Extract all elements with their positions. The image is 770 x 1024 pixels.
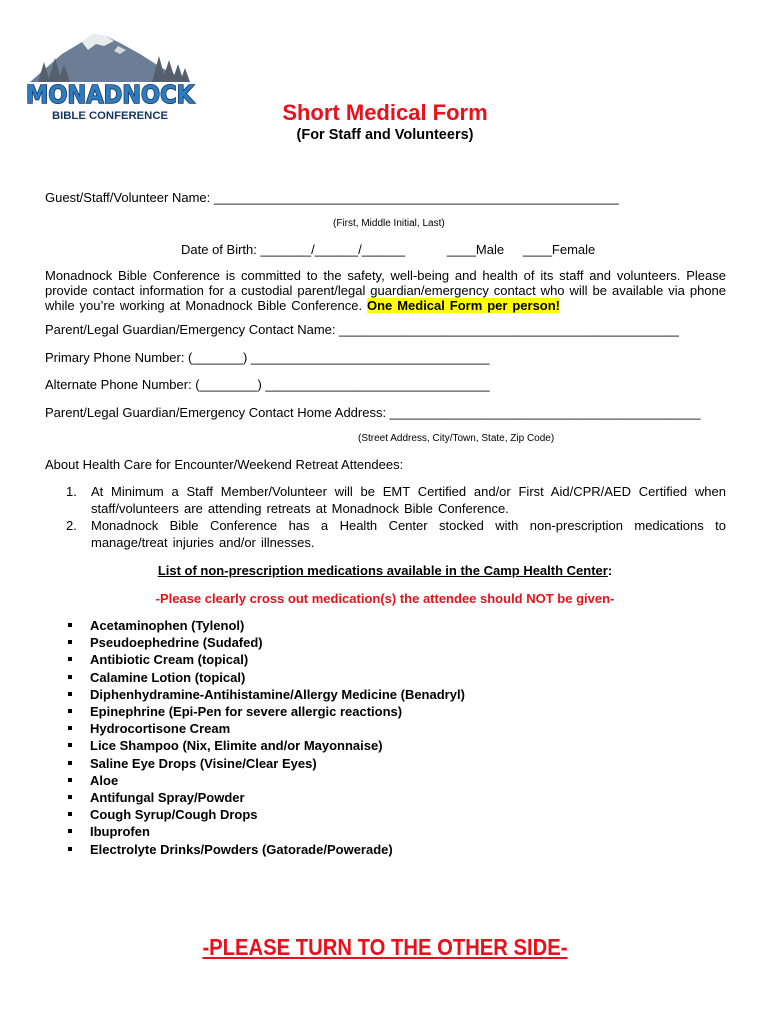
medication-item[interactable] (66, 703, 465, 720)
medication-item[interactable] (66, 634, 465, 651)
alternate-phone-field[interactable]: Alternate Phone Number: (________) _______________________________ (45, 377, 490, 392)
medication-item[interactable] (66, 823, 465, 840)
medication-item[interactable] (66, 772, 465, 789)
medication-list-heading (0, 563, 770, 578)
medication-name: Aloe (90, 772, 119, 788)
medication-name: Saline Eye Drops (Visine/Clear Eyes) (90, 755, 317, 771)
health-care-heading: About Health Care for Encounter/Weekend Retreat Attendees: (45, 457, 404, 472)
health-care-list (45, 484, 726, 552)
medication-name: Pseudoephedrine (Sudafed) (90, 635, 263, 651)
medication-item[interactable] (66, 686, 465, 703)
primary-phone-field[interactable]: Primary Phone Number: (_______) _________________________________ (45, 350, 490, 365)
medication-name: Antibiotic Cream (topical) (90, 652, 249, 668)
cross-out-instruction: -Please clearly cross out medication(s) the attendee should NOT be given- (155, 591, 615, 606)
medication-name: Electrolyte Drinks/Powders (Gatorade/Powerade) (90, 841, 393, 857)
bullet-icon (68, 743, 72, 747)
bullet-icon (68, 847, 72, 851)
date-of-birth-field[interactable]: Date of Birth: _______/______/______ (181, 242, 406, 257)
medication-list (66, 617, 465, 858)
intro-paragraph (45, 268, 726, 313)
medication-name: Acetaminophen (Tylenol) (90, 618, 245, 633)
list-item-text: At Minimum a Staff Member/Volunteer will be EMT Certified and/or First Aid/CPR/AED Certified when staff/volunteers are attending retreats at Monadnock Bible Conference. (91, 484, 726, 516)
medication-item[interactable] (66, 737, 465, 754)
medication-name: Hydrocortisone Cream (90, 721, 231, 737)
bullet-icon (68, 623, 72, 627)
medication-item[interactable] (66, 617, 465, 634)
bullet-icon (68, 692, 72, 696)
list-item (45, 518, 726, 551)
turn-over-notice: -PLEASE TURN TO THE OTHER SIDE- (202, 934, 568, 960)
medication-name: Cough Syrup/Cough Drops (90, 807, 258, 823)
medication-item[interactable] (66, 806, 465, 823)
list-item-number: 2. (66, 518, 77, 533)
bullet-icon (68, 761, 72, 765)
female-checkbox[interactable]: ____Female (523, 242, 596, 257)
bullet-icon (68, 795, 72, 799)
medication-item[interactable] (66, 789, 465, 806)
bullet-icon (68, 829, 72, 833)
bullet-icon (68, 778, 72, 782)
medication-name: Ibuprofen (90, 824, 150, 840)
medication-name: Diphenhydramine-Antihistamine/Allergy Medicine (Benadryl) (90, 686, 465, 702)
list-item-number: 1. (66, 484, 77, 499)
home-address-field[interactable]: Parent/Legal Guardian/Emergency Contact Home Address: ___________________________________________ (45, 405, 701, 420)
list-item-text: Monadnock Bible Conference has a Health Center stocked with non-prescription medications to manage/treat injuries and/or illnesses. (91, 518, 726, 550)
form-title: Short Medical Form (282, 100, 488, 125)
medication-name: Calamine Lotion (topical) (90, 669, 246, 685)
bullet-icon (68, 812, 72, 816)
medication-item[interactable] (66, 841, 465, 858)
form-subtitle: (For Staff and Volunteers) (296, 127, 474, 143)
bullet-icon (68, 726, 72, 730)
medication-list-heading-text: List of non-prescription medications available in the Camp Health Center (157, 563, 608, 578)
one-form-per-person-note: One Medical Form per person! (367, 298, 561, 313)
logo-tagline: BIBLE CONFERENCE (52, 110, 168, 122)
intro-text: Monadnock Bible Conference is committed to the safety, well-being and health of its staff and volunteers. Please provide contact information for a custodial parent/legal guardian/emergency contact who will be available via phone while you’re working at Monadnock Bible Conference. (45, 268, 726, 313)
bullet-icon (68, 675, 72, 679)
name-field[interactable]: Guest/Staff/Volunteer Name: ________________________________________________________ (45, 190, 619, 205)
medication-item[interactable] (66, 720, 465, 737)
medication-item[interactable] (66, 755, 465, 772)
medication-name: Lice Shampoo (Nix, Elimite and/or Mayonnaise) (90, 738, 383, 754)
medication-item[interactable] (66, 669, 465, 686)
medication-name: Antifungal Spray/Powder (90, 790, 245, 806)
male-checkbox[interactable]: ____Male (447, 242, 505, 257)
home-address-hint: (Street Address, City/Town, State, Zip Code) (358, 433, 555, 444)
bullet-icon (68, 657, 72, 661)
medication-name: Epinephrine (Epi-Pen for severe allergic reactions) (90, 704, 403, 720)
medication-item[interactable] (66, 651, 465, 668)
guardian-name-field[interactable]: Parent/Legal Guardian/Emergency Contact Name: _______________________________________________ (45, 322, 679, 337)
list-item (45, 484, 726, 517)
logo-wordmark: MONADNOCK (26, 80, 196, 109)
medication-list-heading-colon: : (607, 563, 613, 578)
bullet-icon (68, 640, 72, 644)
bullet-icon (68, 709, 72, 713)
name-field-hint: (First, Middle Initial, Last) (333, 218, 445, 229)
